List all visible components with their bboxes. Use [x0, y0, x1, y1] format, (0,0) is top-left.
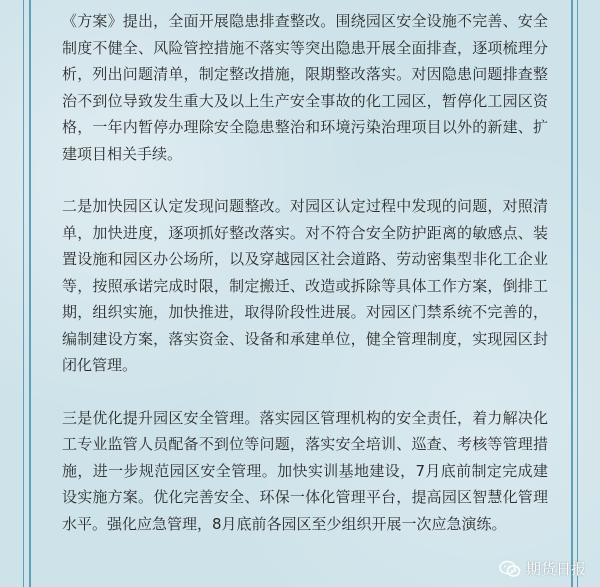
paragraph-2: 二是加快园区认定发现问题整改。对园区认定过程中发现的问题，对照清单，加快进度，逐项抓好整改落实。对不符合安全防护距离的敏感点、装置设施和园区办公场所，以及穿越园区社会道路、劳动密集型非化工企业等，按照承诺完成时限，制定搬迁、改造或拆除等具体工作方案，倒排工期，组织实施，加快推进，取得阶段性进展。对园区门禁系统不完善的，编制建设方案，落实资金、设备和承建单位，健全管理制度，实现园区封闭化管理。: [62, 197, 548, 374]
paragraph-3: 三是优化提升园区安全管理。落实园区管理机构的安全责任，着力解决化工专业监管人员配备不到位等问题，落实安全培训、巡查、考核等管理措施，进一步规范园区安全管理。加快实训基地建设，7月底前制定完成建设实施方案。优化完善安全、环保一体化管理平台，提高园区智慧化管理水平。强化应急管理，8月底前各园区至少组织开展一次应急演练。: [62, 408, 548, 533]
source-watermark: [499, 558, 586, 579]
frame-line-left-inner: [29, 0, 31, 587]
frame-line-right-inner: [571, 0, 573, 587]
frame-line-left-outer: [23, 0, 24, 587]
article-body: [62, 8, 548, 563]
frame-line-right-outer: [577, 0, 578, 587]
wechat-icon: [499, 560, 521, 578]
paragraph-1: 《方案》提出，全面开展隐患排查整改。围绕园区安全设施不完善、安全制度不健全、风险管控措施不落实等突出隐患开展全面排查，逐项梳理分析，列出问题清单，制定整改措施，限期整改落实。对因隐患问题排查整治不到位导致发生重大及以上生产安全事故的化工园区，暂停化工园区资格，一年内暂停办理除安全隐患整治和环境污染治理项目以外的新建、扩建项目相关手续。: [62, 12, 548, 163]
watermark-text: 期货日报: [525, 560, 586, 578]
